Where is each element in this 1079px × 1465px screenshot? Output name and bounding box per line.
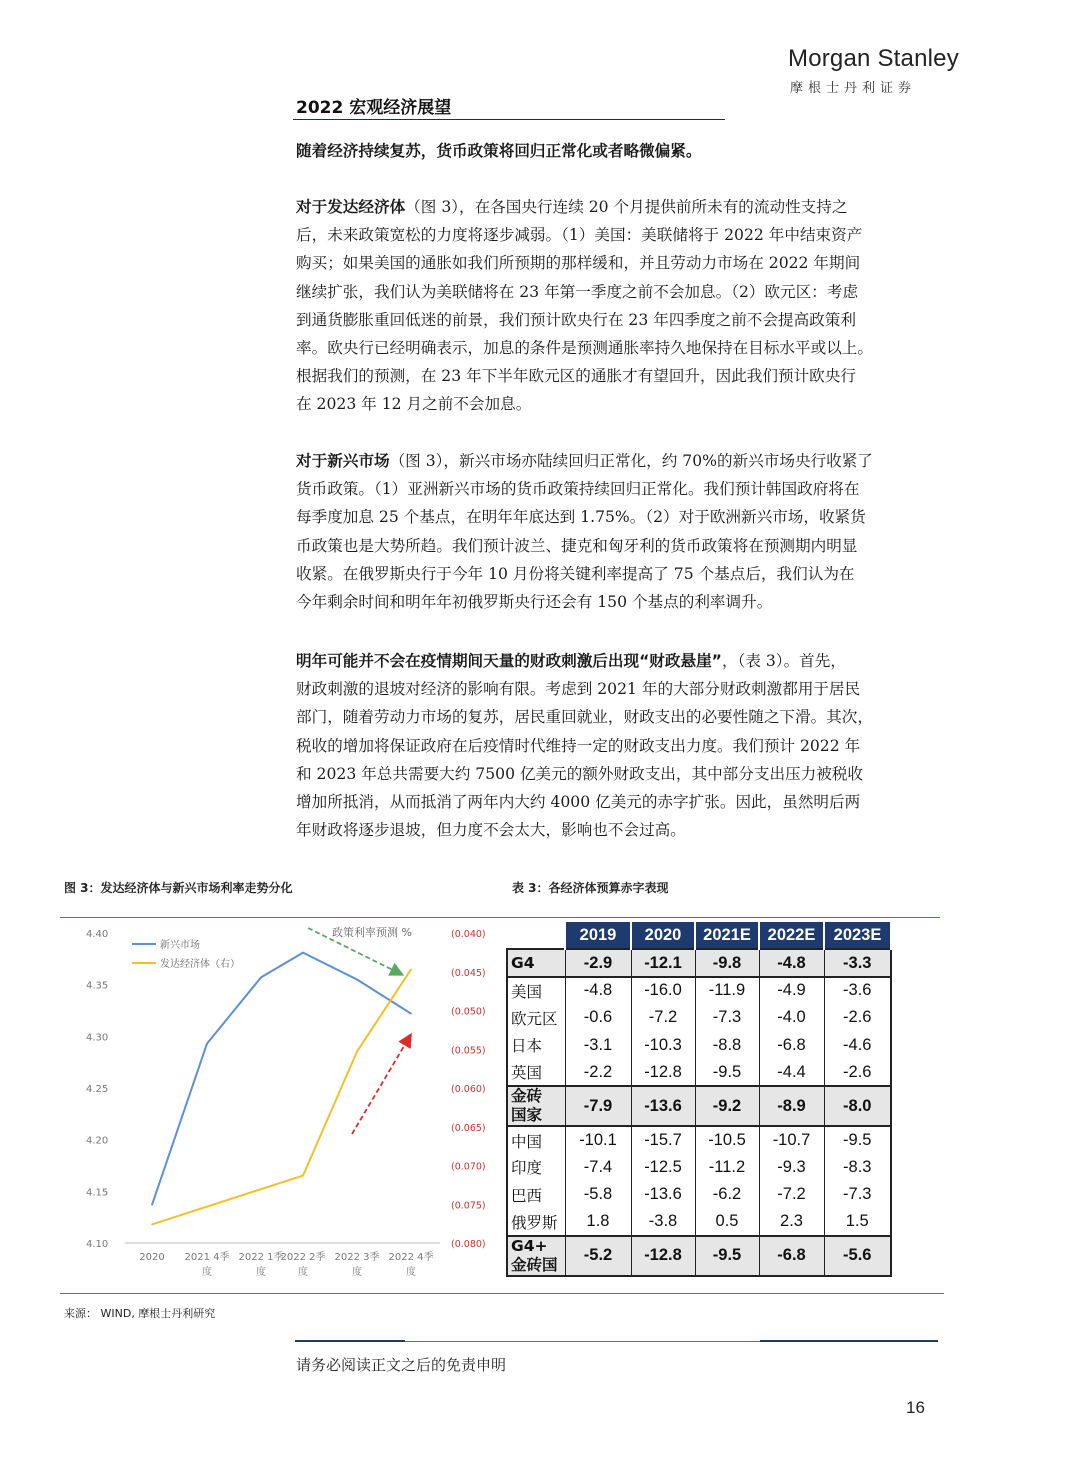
figure-bottom-divider (60, 1293, 944, 1294)
table-cell: -6.2 (695, 1181, 759, 1208)
table-cell: -9.3 (759, 1154, 824, 1181)
footer-divider-accent-left (295, 1340, 405, 1342)
paragraph-line (296, 816, 944, 844)
legend-label-developed: 发达经济体（右） (160, 959, 240, 970)
x-axis-tick-label: 度 (352, 1267, 362, 1278)
footer-divider-accent-right (760, 1340, 938, 1342)
table-cell: -2.2 (565, 1059, 631, 1086)
table-cell: -5.8 (565, 1181, 631, 1208)
paragraph-line (296, 588, 944, 616)
paragraph-text: 后，未来政策宽松的力度将逐步减弱。（1）美国：美联储将于 2022 年中结束资产 (296, 226, 863, 245)
paragraph-line (296, 249, 944, 277)
table-cell: -9.5 (695, 1236, 759, 1276)
table-row-label: 中国 (507, 1126, 565, 1153)
paragraph-text: 今年剩余时间和明年年初俄罗斯央行还会有 150 个基点的利率调升。 (296, 592, 773, 611)
paragraph-lead: 对于发达经济体 (296, 198, 406, 216)
x-axis-tick-label: 2022 1季 (238, 1252, 284, 1263)
series-line-emerging (152, 953, 411, 1205)
table-cell: -13.6 (631, 1181, 695, 1208)
table-cell: -10.1 (565, 1126, 631, 1153)
paragraph-text: 率。欧央行已经明确表示，加息的条件是预测通胀率持久地保持在目标水平或以上。 (296, 338, 873, 357)
table-cell: -10.5 (695, 1126, 759, 1153)
rate-divergence-chart (60, 918, 500, 1290)
left-axis-tick-label: 4.15 (86, 1187, 109, 1199)
table-cell: -15.7 (631, 1126, 695, 1153)
series-point (356, 1051, 358, 1053)
table-row-label (507, 1236, 565, 1276)
paragraph-lead: 对于新兴市场 (296, 452, 390, 470)
paragraph-text: 币政策也是大势所趋。我们预计波兰、捷克和匈牙利的货币政策将在预测期内明显 (296, 536, 858, 555)
paragraph-developed-economies (296, 193, 944, 419)
paragraph-line (296, 362, 944, 390)
paragraph-line (296, 732, 944, 760)
header-divider (293, 119, 725, 120)
paragraph-text: 购买；如果美国的通胀如我们所预期的那样缓和，并且劳动力市场在 2022 年期间 (296, 254, 861, 273)
table-row (507, 1126, 891, 1153)
table-cell: -5.6 (824, 1236, 891, 1276)
table-cell: -5.2 (565, 1236, 631, 1276)
table-row-label: 俄罗斯 (507, 1209, 565, 1236)
paragraph-text: 年财政将逐步退坡，但力度不会太大，影响也不会过高。 (296, 821, 686, 840)
paragraph-text: 在 2023 年 12 月之前不会加息。 (296, 395, 532, 414)
table-cell: -7.2 (759, 1181, 824, 1208)
left-axis-tick-label: 4.30 (86, 1032, 109, 1044)
brand-chinese-name: 摩根士丹利证券 (790, 81, 917, 96)
table-cell: -3.1 (565, 1032, 631, 1059)
table-cell: -6.8 (759, 1032, 824, 1059)
right-axis-tick-label: (0.050) (451, 1006, 486, 1018)
table-cell: -9.8 (695, 949, 759, 976)
x-axis-tick-label: 2021 4季 (184, 1252, 230, 1263)
table-row (507, 1004, 891, 1031)
paragraph-text: 收紧。在俄罗斯央行于今年 10 月份将关键利率提高了 75 个基点后，我们认为在 (296, 564, 855, 583)
table-row (507, 1209, 891, 1236)
paragraph-line (296, 447, 944, 475)
right-axis-tick-label: (0.065) (451, 1122, 486, 1134)
table-cell: -7.9 (565, 1086, 631, 1126)
page-number: 16 (906, 1398, 925, 1417)
right-axis-tick-label: (0.055) (451, 1045, 486, 1057)
table-cell: -9.5 (695, 1059, 759, 1086)
x-axis-tick-label: 2020 (139, 1252, 165, 1263)
table-header-cell: 2022E (759, 922, 824, 949)
figure-title: 图 3：发达经济体与新兴市场利率走势分化 (64, 881, 293, 895)
table-cell: -6.8 (759, 1236, 824, 1276)
table-row-label (507, 1086, 565, 1126)
table-cell: -8.9 (759, 1086, 824, 1126)
paragraph-text: ，（表 3）。首先， (721, 652, 846, 670)
table-row (507, 1086, 891, 1126)
table-header-row (507, 922, 891, 949)
paragraph-text: （图 3），新兴市场亦陆续回归正常化，约 70%的新兴市场央行收紧了 (389, 452, 873, 470)
table-cell: -12.5 (631, 1154, 695, 1181)
paragraph-line (296, 675, 944, 703)
table-cell: -9.5 (824, 1126, 891, 1153)
table-cell: -4.8 (759, 949, 824, 976)
table-cell: -2.6 (824, 1004, 891, 1031)
table-row (507, 1236, 891, 1276)
table-cell: -4.6 (824, 1032, 891, 1059)
table-row (507, 1181, 891, 1208)
source-note: 来源： WIND, 摩根士丹利研究 (64, 1307, 216, 1320)
table-header-cell: 2020 (631, 922, 695, 949)
paragraph-text: 和 2023 年总共需要大约 7500 亿美元的额外财政支出，其中部分支出压力被税收 (296, 764, 864, 783)
series-point (151, 1204, 153, 1206)
table-cell: -4.0 (759, 1004, 824, 1031)
table-row-label-part: 金砖 (511, 1087, 543, 1106)
table-cell: -3.8 (631, 1209, 695, 1236)
right-axis-tick-label: (0.040) (451, 929, 486, 940)
paragraph-line (296, 334, 944, 362)
paragraph-text: 每季度加息 25 个基点，在明年年底达到 1.75%。（2）对于欧洲新兴市场，收紧货 (296, 508, 866, 527)
left-axis-tick-label: 4.35 (86, 980, 109, 992)
table-header-cell: 2021E (695, 922, 759, 949)
table-cell: -2.6 (824, 1059, 891, 1086)
table-cell: -0.6 (565, 1004, 631, 1031)
budget-deficit-table (506, 922, 892, 1277)
chart-annotation: 政策利率预测 % (332, 926, 412, 939)
paragraph-line (296, 503, 944, 531)
paragraph-text: （图 3），在各国央行连续 20 个月提供前所未有的流动性支持之 (405, 198, 848, 216)
paragraph-policy-summary (296, 137, 944, 165)
x-axis-tick-label: 度 (256, 1267, 266, 1278)
paragraph-lead: 随着经济持续复苏，货币政策将回归正常化或者略微偏紧。 (296, 142, 702, 160)
table-cell: -10.3 (631, 1032, 695, 1059)
table-row-label: G4 (507, 949, 565, 976)
table-row-label: 英国 (507, 1059, 565, 1086)
paragraph-line (296, 475, 944, 503)
paragraph-line (296, 788, 944, 816)
paragraph-emerging-markets (296, 447, 944, 616)
table-cell: 1.5 (824, 1209, 891, 1236)
table-row-label: 欧元区 (507, 1004, 565, 1031)
series-point (302, 1175, 304, 1177)
paragraph-line (296, 137, 944, 165)
table-cell: -9.2 (695, 1086, 759, 1126)
table-row-label-part: 国家 (511, 1106, 543, 1125)
table-row (507, 1059, 891, 1086)
table-cell: -4.8 (565, 977, 631, 1004)
table-row-label: 巴西 (507, 1181, 565, 1208)
series-point (410, 1013, 412, 1015)
paragraph-line (296, 760, 944, 788)
left-axis-tick-label: 4.25 (86, 1084, 109, 1095)
paragraph-line (296, 278, 944, 306)
table-cell: 1.8 (565, 1209, 631, 1236)
table-cell: -12.1 (631, 949, 695, 976)
table-row-label: 日本 (507, 1032, 565, 1059)
table-row-label: 美国 (507, 977, 565, 1004)
table-header-cell: 2023E (824, 922, 891, 949)
table-cell: -3.6 (824, 977, 891, 1004)
series-point (151, 1224, 153, 1226)
table-cell: -4.9 (759, 977, 824, 1004)
table-cell: -8.8 (695, 1032, 759, 1059)
table-cell: -11.9 (695, 977, 759, 1004)
x-axis-tick-label: 2022 3季 (334, 1252, 380, 1263)
table-corner-cell (507, 922, 565, 949)
paragraph-text: 税收的增加将保证政府在后疫情时代维持一定的财政支出力度。我们预计 2022 年 (296, 736, 861, 755)
series-point (356, 979, 358, 981)
forecast-arrow-up-icon (352, 1036, 410, 1134)
right-axis-tick-label: (0.075) (451, 1200, 486, 1212)
table-cell: -8.0 (824, 1086, 891, 1126)
table-row-label-part: G4+ (511, 1236, 548, 1255)
paragraph-text: 根据我们的预测，在 23 年下半年欧元区的通胀才有望回升，因此我们预计欧央行 (296, 367, 856, 386)
right-axis-tick-label: (0.045) (451, 967, 486, 979)
paragraph-line (296, 703, 944, 731)
table-row-label-part: 金砖国 (511, 1255, 558, 1274)
table-cell: -7.3 (824, 1181, 891, 1208)
table-cell: -16.0 (631, 977, 695, 1004)
paragraph-line (296, 532, 944, 560)
paragraph-line (296, 390, 944, 418)
table-cell: -10.7 (759, 1126, 824, 1153)
paragraph-text: 到通货膨胀重回低迷的前景，我们预计欧央行在 23 年四季度之前不会提高政策利 (296, 310, 856, 329)
x-axis-tick-label: 度 (202, 1267, 212, 1278)
series-point (302, 952, 304, 954)
paragraph-lead: 明年可能并不会在疫情期间天量的财政刺激后出现“财政悬崖” (296, 652, 722, 670)
paragraph-text: 增加所抵消，从而抵消了两年内大约 4000 亿美元的赤字扩张。因此，虽然明后两 (296, 792, 861, 811)
table-row-label: 印度 (507, 1154, 565, 1181)
table-cell: -7.3 (695, 1004, 759, 1031)
paragraph-line (296, 306, 944, 334)
paragraph-line (296, 193, 944, 221)
table-row (507, 1032, 891, 1059)
series-point (206, 1043, 208, 1045)
left-axis-tick-label: 4.20 (86, 1135, 109, 1147)
paragraph-line (296, 221, 944, 249)
paragraph-text: 财政刺激的退坡对经济的影响有限。考虑到 2021 年的大部分财政刺激都用于居民 (296, 680, 861, 699)
paragraph-line (296, 647, 944, 675)
left-axis-tick-label: 4.10 (86, 1239, 109, 1250)
right-axis-tick-label: (0.060) (451, 1084, 486, 1095)
series-point (410, 969, 412, 971)
right-axis-tick-label: (0.070) (451, 1161, 486, 1173)
disclaimer-note: 请务必阅读正文之后的免责申明 (296, 1356, 507, 1374)
table-cell: -8.3 (824, 1154, 891, 1181)
x-axis-tick-label: 度 (406, 1267, 416, 1278)
x-axis-tick-label: 2022 2季 (280, 1252, 326, 1263)
table-cell: -7.2 (631, 1004, 695, 1031)
x-axis-tick-label: 2022 4季 (388, 1252, 434, 1263)
table-header-cell: 2019 (565, 922, 631, 949)
table-cell: -3.3 (824, 949, 891, 976)
paragraph-text: 货币政策。（1）亚洲新兴市场的货币政策持续回归正常化。我们预计韩国政府将在 (296, 480, 860, 499)
paragraph-line (296, 560, 944, 588)
table-cell: -12.8 (631, 1236, 695, 1276)
paragraph-fiscal-cliff (296, 647, 944, 844)
right-axis-tick-label: (0.080) (451, 1239, 486, 1250)
table-cell: -2.9 (565, 949, 631, 976)
paragraph-text: 部门，随着劳动力市场的复苏，居民重回就业，财政支出的必要性随之下滑。其次， (296, 708, 873, 727)
page-title: 2022 宏观经济展望 (296, 98, 452, 118)
series-point (260, 977, 262, 979)
x-axis-tick-label: 度 (298, 1267, 308, 1278)
legend-label-emerging: 新兴市场 (160, 940, 200, 951)
table-cell: -12.8 (631, 1059, 695, 1086)
table-cell: -7.4 (565, 1154, 631, 1181)
table-cell: 0.5 (695, 1209, 759, 1236)
table-row (507, 977, 891, 1004)
series-line-developed (152, 969, 411, 1224)
table-title: 表 3：各经济体预算赤字表现 (512, 881, 669, 895)
chart-legend (132, 938, 240, 970)
paragraph-text: 继续扩张，我们认为美联储将在 23 年第一季度之前不会加息。（2）欧元区：考虑 (296, 282, 859, 301)
table-cell: -13.6 (631, 1086, 695, 1126)
brand-logo-text: Morgan Stanley (788, 45, 959, 72)
table-cell: 2.3 (759, 1209, 824, 1236)
table-row (507, 949, 891, 976)
table-cell: -11.2 (695, 1154, 759, 1181)
table-row (507, 1154, 891, 1181)
left-axis-tick-label: 4.40 (86, 929, 109, 940)
table-cell: -4.4 (759, 1059, 824, 1086)
